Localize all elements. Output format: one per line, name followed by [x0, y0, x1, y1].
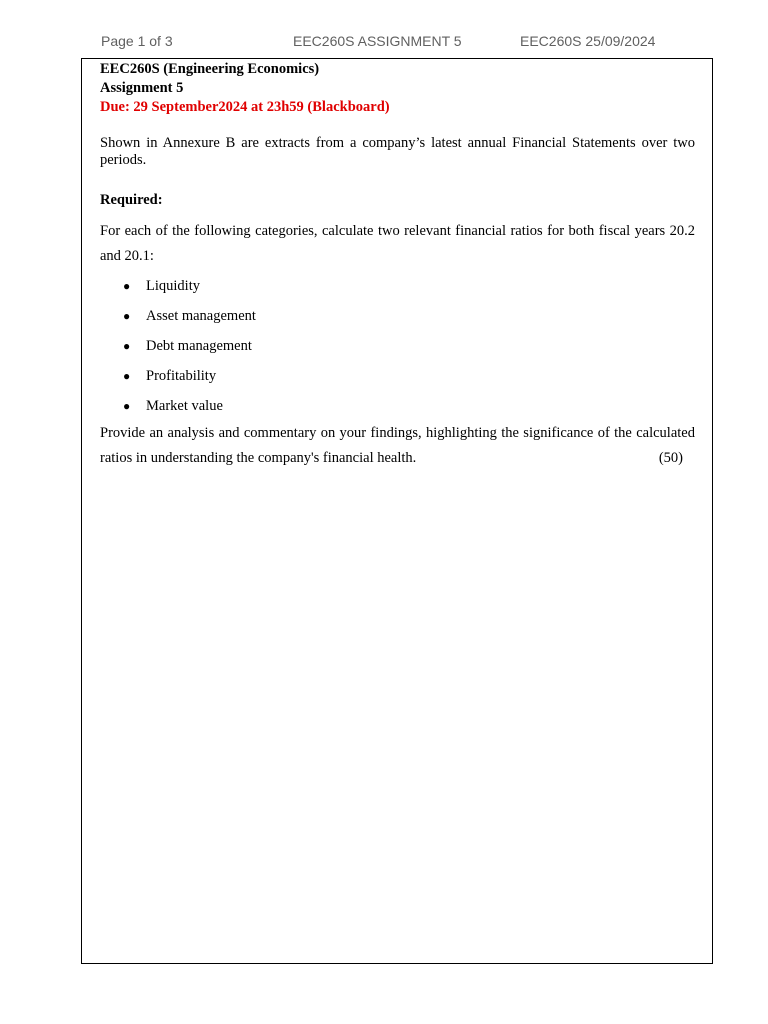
- list-item: [100, 271, 695, 301]
- instruction-paragraph: For each of the following categories, calculate two relevant financial ratios for both fiscal years 20.2 and 20.1:: [100, 223, 695, 264]
- header-date: EEC260S 25/09/2024: [520, 33, 656, 49]
- list-item: [100, 331, 695, 361]
- bullet-icon: ●: [123, 339, 131, 353]
- header-title: EEC260S ASSIGNMENT 5: [293, 33, 462, 49]
- list-item: [100, 391, 695, 421]
- required-heading: Required:: [100, 192, 163, 208]
- analysis-paragraph: [100, 421, 695, 471]
- document-body: [100, 60, 695, 471]
- category-label: Profitability: [146, 368, 217, 384]
- assignment-title: Assignment 5: [100, 80, 184, 96]
- category-label: Asset management: [146, 308, 256, 324]
- category-label: Market value: [146, 398, 223, 414]
- bullet-icon: ●: [123, 279, 131, 293]
- category-label: Debt management: [146, 338, 252, 354]
- bullet-icon: ●: [123, 399, 131, 413]
- page-number: Page 1 of 3: [101, 33, 173, 49]
- bullet-icon: ●: [123, 369, 131, 383]
- list-item: [100, 301, 695, 331]
- page-header: [0, 33, 768, 53]
- due-date: Due: 29 September2024 at 23h59 (Blackboard): [100, 99, 390, 115]
- category-list: [100, 271, 695, 421]
- intro-paragraph: Shown in Annexure B are extracts from a company’s latest annual Financial Statements over two periods.: [100, 135, 695, 168]
- category-label: Liquidity: [146, 278, 200, 294]
- list-item: [100, 361, 695, 391]
- bullet-icon: ●: [123, 309, 131, 323]
- marks-value: (50): [658, 450, 683, 466]
- course-title: EEC260S (Engineering Economics): [100, 61, 320, 77]
- analysis-text: Provide an analysis and commentary on your findings, highlighting the significance of the calculated ratios in understanding the company's financial health.: [100, 425, 695, 466]
